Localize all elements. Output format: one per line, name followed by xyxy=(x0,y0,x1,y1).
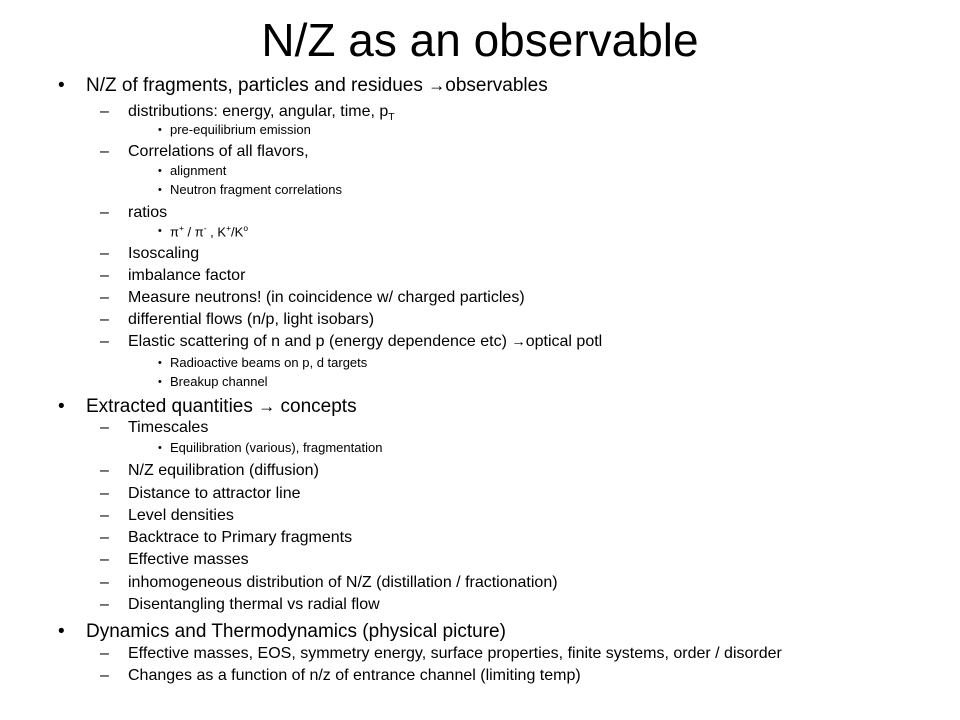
bullet: • xyxy=(58,396,65,417)
sub-item: imbalance factor xyxy=(128,267,246,284)
dash: – xyxy=(100,574,109,591)
small-bullet: • xyxy=(158,225,162,237)
bullet: • xyxy=(58,75,65,96)
small-bullet: • xyxy=(158,442,162,454)
bullet: • xyxy=(58,621,65,642)
sub-item: distributions: energy, angular, time, $p_T$ xyxy=(128,103,395,124)
sub-item: Isoscaling xyxy=(128,245,200,262)
dash: – xyxy=(100,485,109,502)
sub-sub-item: Neutron fragment correlations xyxy=(170,182,342,197)
dash: – xyxy=(100,289,109,306)
dash: – xyxy=(100,507,109,524)
dash: – xyxy=(100,204,109,221)
dash: – xyxy=(100,419,109,436)
bullet-item: N/Z of fragments, particles and residues →observables xyxy=(86,75,548,96)
sub-item: Changes as a function of n/z of entrance channel (limiting temp) xyxy=(128,667,581,684)
sub-item: Elastic scattering of n and p (energy dependence etc) →optical potl xyxy=(128,333,603,350)
dash: – xyxy=(100,333,109,350)
sub-item: Backtrace to Primary fragments xyxy=(128,529,353,546)
dash: – xyxy=(100,267,109,284)
small-bullet: • xyxy=(158,165,162,177)
arrow-icon: → xyxy=(258,397,276,416)
arrow-icon: → xyxy=(428,76,446,95)
dash: – xyxy=(100,103,109,120)
slide-title: N/Z as an observable xyxy=(261,14,699,66)
dash: – xyxy=(100,667,109,684)
bullet-item: Extracted quantities → concepts xyxy=(86,396,357,417)
small-bullet: • xyxy=(158,184,162,196)
sub-sub-item: Radioactive beams on p, d targets xyxy=(170,355,368,370)
sub-item: differential flows (n/p, light isobars) xyxy=(128,311,375,328)
dash: – xyxy=(100,596,109,613)
sub-sub-item: Breakup channel xyxy=(170,374,268,389)
small-bullet: • xyxy=(158,357,162,369)
sub-item: Measure neutrons! (in coincidence w/ charged particles) xyxy=(128,289,525,306)
sub-item: Effective masses, EOS, symmetry energy, surface properties, finite systems, order / disorder xyxy=(128,645,782,662)
small-bullet: • xyxy=(158,376,162,388)
dash: – xyxy=(100,143,109,160)
sub-item: Distance to attractor line xyxy=(128,485,301,502)
sub-item: inhomogeneous distribution of N/Z (distillation / fractionation) xyxy=(128,574,558,591)
dash: – xyxy=(100,551,109,568)
sub-item: Level densities xyxy=(128,507,234,524)
sub-item: N/Z equilibration (diffusion) xyxy=(128,462,319,479)
bullet-item: Dynamics and Thermodynamics (physical picture) xyxy=(86,621,506,642)
sub-sub-item: π+ / π- , $K^+/K^o$ xyxy=(170,223,249,240)
small-bullet: • xyxy=(158,124,162,136)
sub-sub-item: Equilibration (various), fragmentation xyxy=(170,440,383,455)
sub-sub-item: alignment xyxy=(170,163,227,178)
sub-item: ratios xyxy=(128,204,168,221)
sub-item: Effective masses xyxy=(128,551,249,568)
sub-item: Correlations of all flavors, xyxy=(128,143,309,160)
sub-item: Timescales xyxy=(128,419,209,436)
arrow-icon: → xyxy=(511,334,526,350)
dash: – xyxy=(100,245,109,262)
sub-item: Disentangling thermal vs radial flow xyxy=(128,596,380,613)
dash: – xyxy=(100,462,109,479)
dash: – xyxy=(100,645,109,662)
dash: – xyxy=(100,311,109,328)
sub-sub-item: pre-equilibrium emission xyxy=(170,122,311,137)
dash: – xyxy=(100,529,109,546)
